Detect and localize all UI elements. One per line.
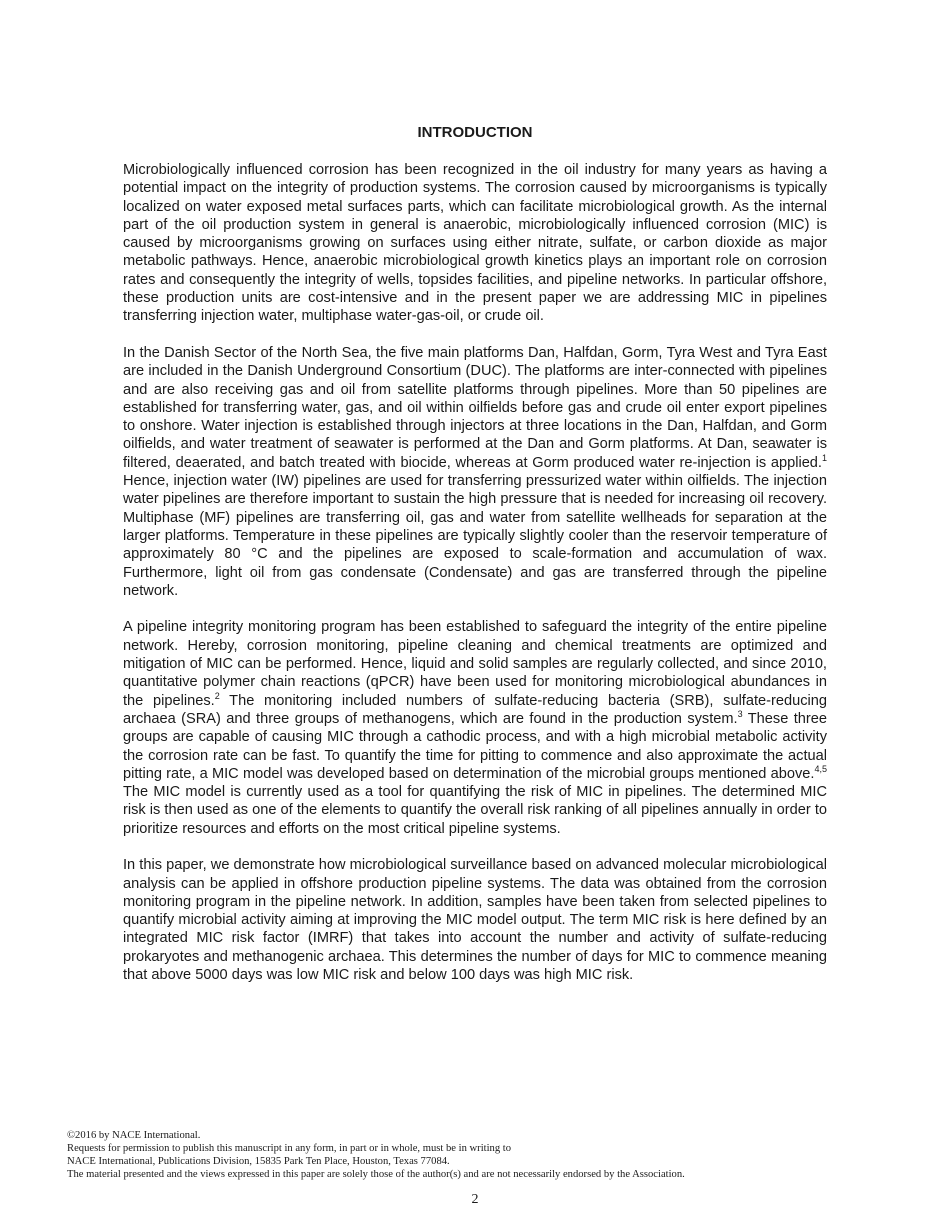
paragraph-text: The MIC model is currently used as a tool for quantifying the risk of MIC in pipelines. The determined MIC risk is then used as one of the elements to quantify the overall risk ranking of all pipelines annually in order to prioritize resources and efforts on the most critical pipeline systems.	[123, 784, 827, 837]
reference-marker: 3	[737, 709, 743, 720]
body-text	[123, 161, 827, 1003]
footer-copyright: ©2016 by NACE International.	[67, 1130, 201, 1141]
paragraph-intro: Microbiologically influenced corrosion has been recognized in the oil industry for many years as having a potential impact on the integrity of production systems. The corrosion caused by microorganisms is typically localized on water exposed metal surfaces parts, which can facilitate microbiological growth. As the internal part of the oil production system in general is anaerobic, microbiologically influenced corrosion (MIC) is caused by microorganisms growing on surfaces using either nitrate, sulfate, or carbon dioxide as major metabolic pathways. Hence, anaerobic microbiological growth kinetics plays an important role on corrosion rates and consequently the integrity of wells, topsides facilities, and pipeline networks. In particular offshore, these production units are cost-intensive and in the present paper we are addressing MIC in pipelines transferring injection water, multiphase water-gas-oil, or crude oil.	[123, 162, 827, 325]
paragraph-monitoring-program	[123, 618, 827, 838]
paragraph-danish-sector	[123, 344, 827, 600]
paragraph-text: In the Danish Sector of the North Sea, the five main platforms Dan, Halfdan, Gorm, Tyra West and Tyra East are included in the Danish Underground Consortium (DUC). The platforms are inter-connected with pipelines and are also receiving gas and oil from satellite platforms through pipelines. More than 50 pipelines are established for transferring water, gas, and oil within oilfields before gas and crude oil enter export pipelines to onshore. Water injection is established through injectors at three locations in the Dan, Halfdan, and Gorm oilfields, and water treatment of seawater is performed at the Dan and Gorm platforms. At Dan, seawater is filtered, deaerated, and batch treated with biocide, whereas at Gorm produced water re-injection is applied.	[123, 344, 827, 471]
reference-marker: 1	[821, 452, 827, 463]
reference-marker: 2	[214, 690, 220, 701]
page-number: 2	[471, 1192, 479, 1207]
footer-permission: Requests for permission to publish this manuscript in any form, in part or in whole, must be in writing to	[67, 1143, 512, 1154]
reference-marker: 4,5	[814, 763, 827, 774]
paragraph-text: The monitoring included numbers of sulfate-reducing bacteria (SRB), sulfate-reducing archaea (SRA) and three groups of methanogens, which are found in the production system.	[123, 692, 827, 727]
paragraph-text: Hence, injection water (IW) pipelines are used for transferring pressurized water within oilfields. The injection water pipelines are therefore important to sustain the high pressure that is needed for increasing oil recovery. Multiphase (MF) pipelines are transferring oil, gas and water from satellite wellheads for separation at the larger platforms. Temperature in these pipelines are typically slightly cooler than the reservoir temperature of approximately 80 °C and the pipelines are exposed to scale-formation and accumulation of wax. Furthermore, light oil from gas condensate (Condensate) and gas are transferred through the pipeline network.	[123, 473, 827, 599]
footer-disclaimer: The material presented and the views expressed in this paper are solely those of the author(s) and are not necessarily endorsed by the Association.	[67, 1169, 685, 1180]
paragraph-text: A pipeline integrity monitoring program has been established to safeguard the integrity of the entire pipeline network. Hereby, corrosion monitoring, pipeline cleaning and chemical treatments are optimized and mitigation of MIC can be performed. Hence, liquid and solid samples are regularly collected, and since 2010, quantitative polymer chain reactions (qPCR) have been used for monitoring microbiological abundances in the pipelines.	[123, 619, 827, 709]
paragraph-this-paper: In this paper, we demonstrate how microbiological surveillance based on advanced molecular microbiological analysis can be applied in offshore production pipeline systems. The data was obtained from the corrosion monitoring program in the pipeline network. In addition, samples have been taken from selected pipelines to quantify microbial activity aiming at improving the MIC model output. The term MIC risk is here defined by an integrated MIC risk factor (IMRF) that takes into account the number and activity of sulfate-reducing prokaryotes and methanogenic archaea. This determines the number of days for MIC to commence meaning that above 5000 days was low MIC risk and below 100 days was high MIC risk.	[123, 857, 827, 984]
footer-address: NACE International, Publications Division, 15835 Park Ten Place, Houston, Texas 77084.	[67, 1156, 450, 1167]
paragraph-text: These three groups are capable of causing MIC through a cathodic process, and with a high microbial metabolic activity the corrosion rate can be fast. To quantify the time for pitting to commence and also approximate the actual pitting rate, a MIC model was developed based on determination of the microbial groups mentioned above.	[123, 710, 827, 782]
footer-notice	[67, 1129, 927, 1181]
section-heading: INTRODUCTION	[417, 124, 533, 141]
